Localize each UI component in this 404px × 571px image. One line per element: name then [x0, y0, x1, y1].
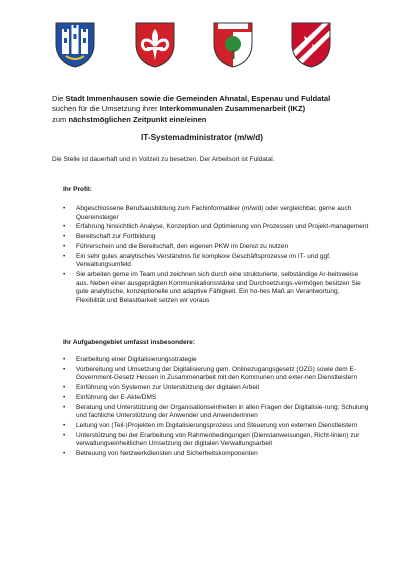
list-item: • Erfahrung hinsichtlich Analyse, Konzeption und Optimierung von Prozessen und Projekt-management — [63, 223, 369, 232]
list-item: • Bereitschaft zur Fortbildung — [63, 233, 369, 242]
intro-line2-bold: Interkommunalen Zusammenarbeit (IKZ) — [159, 104, 306, 114]
list-item: • Vorbereitung und Umsetzung der Digitalisierung gem. Onlinezugangsgesetz (OZG) sowie dem E-Government-Gesetz Hessen in Zusammenarbeit mit den Kommunen und exter-nen Dienstleistern — [63, 366, 369, 383]
tasks-list — [63, 356, 369, 460]
crest-towers-icon — [54, 20, 96, 68]
crest-row — [0, 20, 404, 70]
crest-tree-icon — [212, 20, 254, 68]
list-item: • Beratung und Unterstützung der Organisationseinheiten in allen Fragen der Digitalisie-rung; Schulung und fachliche Unterstützung der Anwender und Anwenderinnen — [63, 404, 369, 421]
intro-line2-prefix: suchen für die Umsetzung ihrer — [52, 104, 160, 114]
intro-line1-bold: Stadt Immenhausen sowie die Gemeinden Ahnatal, Espenau und Fuldatal — [65, 94, 331, 103]
list-item: • Abgeschlossene Berufsausbildung zum Fachinformatiker (m/w/d) oder vergleichbar, gerne auch Quereinsteiger — [63, 205, 369, 222]
list-item: • Einführung von Systemen zur Unterstützung der digitalen Arbeit — [63, 384, 369, 393]
position-details: Die Stelle ist dauerhaft und in Vollzeit zu besetzen. Der Arbeitsort ist Fuldatal. — [52, 156, 275, 163]
crest-diagonal-icon — [290, 20, 332, 68]
list-item: • Ein sehr gutes analytisches Verständnis für komplexe Geschäftsprozesse im IT- und ggf. Verwaltungsumfeld — [63, 253, 369, 270]
intro-line1-prefix: Die — [52, 94, 66, 103]
intro-line3-prefix: zum — [52, 114, 69, 124]
tasks-heading: Ihr Aufgabengebiet umfasst insbesondere: — [63, 339, 195, 346]
intro-text — [52, 94, 382, 125]
list-item: • Leitung von (Teil-)Projekten im Digitalisierungsprozess und Steuerung von externen Dienstleistern — [63, 422, 369, 431]
list-item: • Unterstützung bei der Erarbeitung von Rahmenbedingungen (Dienstanweisungen, Richt-linien) zur verwaltungseinheitlichen Umsetzung der digitalen Verwaltungsarbeit — [63, 432, 369, 449]
list-item: • Sie arbeiten gerne im Team und zeichnen sich durch eine strukturierte, selbständige Ar-beitsweise aus. Neben einer ausgeprägten Kommunikationsstärke und Durchsetzungs-vermögen besitzen Sie gute analytische, konzeptionelle und adaptive Fähigkeit. Ein ho-hes Maß an Verantwortung, Flexibilität und Belastbarkeit setzen wir voraus — [63, 271, 369, 305]
crest-fleur-icon — [134, 20, 176, 68]
profile-list — [63, 205, 369, 307]
list-item: • Erarbeitung einer Digitalisierungsstrategie — [63, 356, 369, 365]
job-title: IT-Systemadministrator (m/w/d) — [141, 133, 263, 142]
list-item: • Einführung der E-Akte/DMS — [63, 394, 369, 403]
intro-line3-bold: nächstmöglichen Zeitpunkt eine/einen — [68, 114, 207, 124]
profile-heading: Ihr Profil: — [63, 186, 92, 193]
list-item: • Führerschein und die Bereitschaft, den eigenen PKW im Dienst zu nutzen — [63, 243, 369, 252]
list-item: • Betreuung von Netzwerkdiensten und Sicherheitskomponenten — [63, 450, 369, 459]
